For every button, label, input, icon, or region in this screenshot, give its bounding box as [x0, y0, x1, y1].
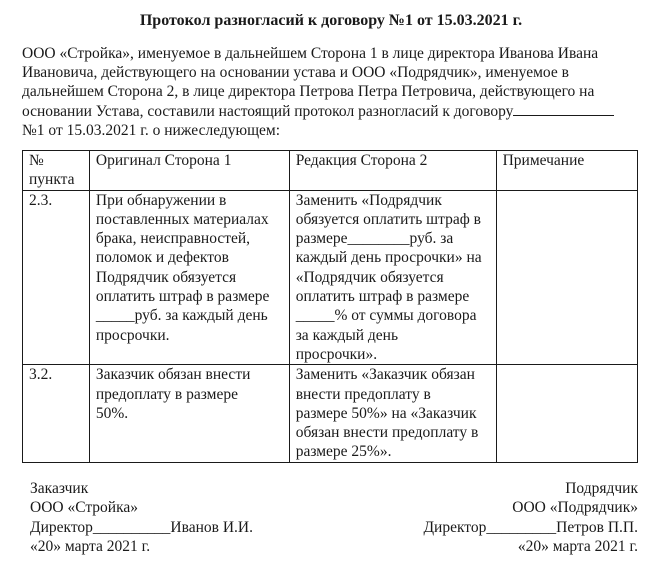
disagreements-table [22, 150, 638, 463]
header-original: Оригинал Сторона 1 [89, 151, 289, 191]
intro-line: ООО «Стройка», именуемое в дальнейшем Сторона 1 в лице директора Иванова Ивана [22, 45, 599, 62]
intro-line: дальнейшем Сторона 2, в лице директора Петрова Петра Петровича, действующего на [22, 83, 595, 100]
cell-line: поставленных материалах [95, 210, 269, 228]
cell-line: Подрядчик обязуется [95, 268, 237, 286]
cell-line: поломок и дефектов [95, 249, 229, 267]
clause-number: 2.3. [23, 190, 90, 365]
signature-date: «20» марта 2021 г. [517, 537, 638, 555]
table-row [23, 365, 638, 462]
signature-director: Директор__________Иванов И.И. [30, 518, 253, 536]
cell-line: размере 25%». [295, 443, 392, 461]
cell-line: «Подрядчик обязуется [295, 268, 444, 286]
cell-line: просрочки». [295, 345, 378, 363]
cell-line: _____руб. за каждый день [95, 307, 268, 325]
intro-line: Ивановича, действующего на основании устава и ООО «Подрядчик», именуемое в [22, 64, 569, 81]
note-cell [496, 365, 637, 462]
original-text [89, 190, 289, 365]
cell-line: 50%. [95, 404, 129, 422]
cell-line: Заменить «Заказчик обязан [295, 366, 475, 384]
clause-number: 3.2. [23, 365, 90, 462]
signature-director: Директор_________Петров П.П. [423, 518, 638, 536]
cell-line: Заказчик обязан внести [95, 366, 251, 384]
document-title: Протокол разногласий к договору №1 от 15.03.2021 г. [139, 12, 523, 29]
signature-role: Заказчик [30, 480, 89, 497]
header-note: Примечание [496, 151, 637, 191]
signature-role: Подрядчик [565, 480, 638, 497]
revision-text [289, 190, 496, 365]
cell-line: обязан внести предоплату в [295, 424, 479, 442]
cell-line: за каждый день [295, 326, 399, 344]
cell-line: каждый день просрочки» на [295, 249, 482, 267]
header-text: № [29, 152, 44, 169]
cell-line: предоплату в размере [95, 385, 238, 403]
note-cell [496, 190, 637, 365]
table-header-row [23, 151, 638, 191]
header-clause-number [23, 151, 90, 191]
table-row [23, 190, 638, 365]
intro-line: №1 от 15.03.2021 г. о нижеследующем: [22, 122, 281, 139]
cell-line: оплатить штраф в размере [295, 288, 470, 306]
cell-line: _____% от суммы договора [295, 307, 477, 325]
intro-line-text: основании Устава, составили настоящий протокол разногласий к договору [22, 103, 514, 120]
header-revision: Редакция Сторона 2 [289, 151, 496, 191]
cell-line: Заменить «Подрядчик [295, 191, 442, 209]
cell-line: просрочки. [95, 326, 170, 344]
cell-line: обязуется оплатить штраф в [295, 210, 481, 228]
cell-line: оплатить штраф в размере [95, 288, 270, 306]
revision-text [289, 365, 496, 462]
cell-line: размере 50%» на «Заказчик [295, 404, 477, 422]
signature-block-customer [30, 479, 253, 556]
blank-underline [513, 101, 614, 116]
cell-line: При обнаружении в [95, 191, 227, 209]
original-text [89, 365, 289, 462]
header-text: пункта [29, 171, 75, 189]
intro-paragraph [22, 44, 647, 140]
cell-line: размере________руб. за [295, 230, 454, 248]
intro-line-with-blank [22, 101, 647, 121]
signature-org: ООО «Подрядчик» [512, 499, 638, 517]
signature-block-contractor [423, 479, 638, 556]
signature-org: ООО «Стройка» [30, 499, 139, 517]
cell-line: брака, неисправностей, [95, 230, 251, 248]
signature-date: «20» марта 2021 г. [30, 537, 151, 555]
cell-line: внести предоплату в [295, 385, 431, 403]
